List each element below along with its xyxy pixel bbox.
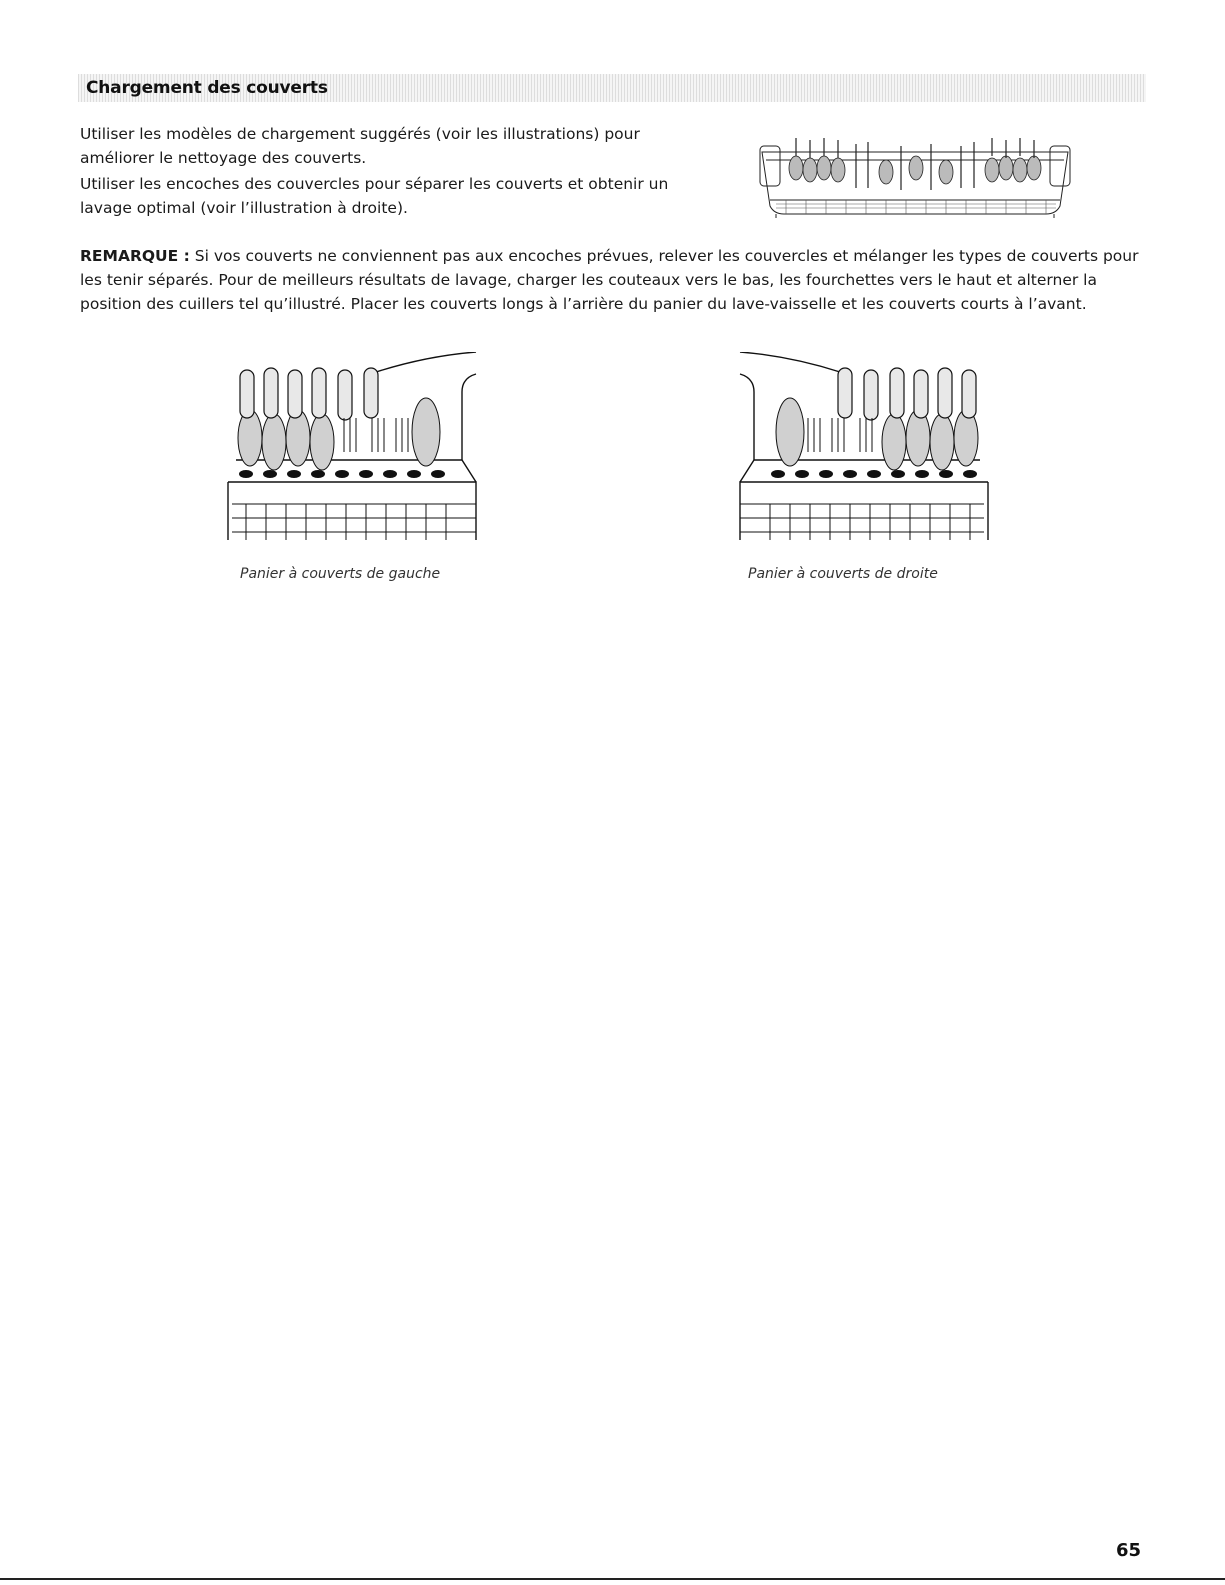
left-basket-illustration [226, 352, 482, 540]
bottom-rule [0, 1578, 1225, 1580]
page-number: 65 [1115, 1540, 1141, 1561]
right-figure-caption: Panier à couverts de droite [748, 566, 938, 582]
left-figure-caption: Panier à couverts de gauche [240, 566, 441, 582]
right-basket-illustration [734, 352, 990, 540]
silverware-basket-illustration [756, 128, 1074, 218]
note-label: REMARQUE : [80, 247, 190, 265]
note-text: Si vos couverts ne conviennent pas aux encoches prévues, relever les couvercles et mélanger les types de couverts pour les tenir séparés. Pour de meilleurs résultats de lavage, charger les couteaux vers le bas, les fourchettes vers le haut et alterner la position des cuillers tel qu’illustré. Placer les couverts longs à l’arrière du panier du lave-vaisselle et les couverts courts à l’avant. [80, 247, 1139, 313]
intro-paragraph-2: Utiliser les encoches des couvercles pour séparer les couverts et obtenir un lavage optimal (voir l’illustration à droite). [80, 175, 669, 217]
note-paragraph [80, 244, 1140, 316]
section-title: Chargement des couverts [86, 78, 328, 98]
intro-paragraph-1: Utiliser les modèles de chargement suggérés (voir les illustrations) pour améliorer le nettoyage des couverts. [80, 125, 640, 167]
